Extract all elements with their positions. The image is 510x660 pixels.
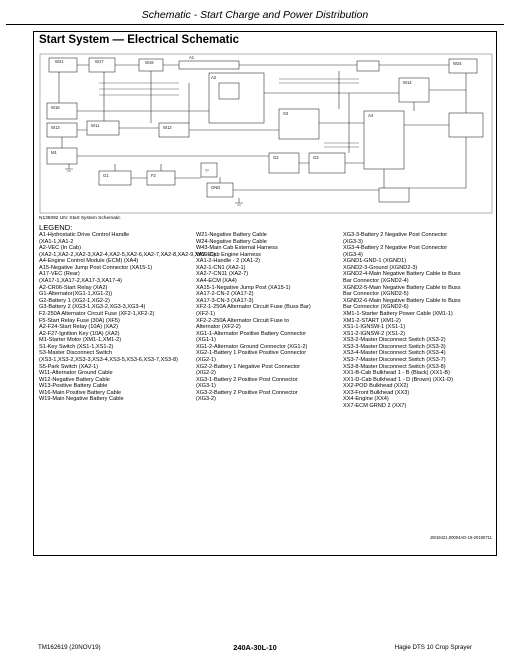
label-a4: A4: [368, 113, 374, 118]
legend-entry: W43-Main Cab External Harness: [196, 245, 278, 252]
legend-entry: XG2-2-Battery 1 Negative Post Connector: [196, 363, 301, 370]
legend-entry: (XG3-3): [343, 238, 363, 245]
legend-entry: (XG2-2): [196, 370, 216, 377]
legend-entry: XA4-ECM (XA4): [196, 278, 237, 285]
legend-entry: (XA2-1,XA2-2,XA2-3,XA2-4,XA2-5,XA2-6,XA2-7,XA2-8,XA2-9,XA2-10): [39, 251, 216, 258]
legend-entry: A2-F27-Ignition Key (10A) (XA2): [39, 330, 120, 337]
legend-entry: S5-Park Switch (XA2-1): [39, 363, 99, 370]
legend-entry: XA15-1-Negative Jump Post (XA15-1): [196, 284, 291, 291]
legend-entry: XGND2-6-Main Negative Battery Cable to Buss: [343, 297, 461, 304]
legend-entry: XG1-1-Alternator Positive Battery Connector: [196, 330, 307, 337]
label-w24: W24: [453, 61, 462, 66]
legend-entry: G1-Alternator(XG1-1,XG1-2)): [39, 291, 113, 298]
legend-entry: XA17-2-CN-2 (XA17-2): [196, 291, 254, 298]
legend-entry: A1-Hydrostatic Drive Control Handle: [39, 232, 130, 238]
legend-entry: S1-Key Switch (XS1-1,XS1-2): [39, 343, 114, 350]
label-w12: W12: [163, 125, 172, 130]
footer-page-number: 240A-30L-10: [233, 643, 277, 652]
footer-product: Hagie DTS 10 Crop Sprayer: [394, 644, 472, 651]
legend-entry: W12-Negative Battery Cable: [39, 376, 110, 383]
legend-entry: A2-CR06-Start Relay (XA2): [39, 284, 108, 291]
legend-entry: Bar Connector (XGND2-5): [343, 291, 409, 298]
legend-entry: XS3-2-Master Disconnect Switch (XS3-2): [343, 337, 446, 344]
legend-entry: XGND2-3-Ground (XGND2-3): [343, 264, 418, 271]
legend-entry: Bar Connector (XGND2-6): [343, 304, 409, 311]
label-s3: S3: [283, 111, 289, 116]
section-title: Start System — Electrical Schematic: [39, 34, 240, 46]
legend-entry: G3-Battery 2 (XG3-1,XG3-2,XG3-3,XG3-4): [39, 304, 146, 311]
legend-entry: XG2-1-Battery 1 Positive Positive Connector: [196, 350, 307, 357]
legend-entry: XX1-B-Cab Bulkhead 1 - B (Black) (XX1-B): [343, 370, 450, 377]
legend-entry: (XG2-1): [196, 356, 216, 363]
legend-entry: M1-Starter Motor (XM1-1,XM1-2): [39, 337, 122, 344]
legend-entry: F2-250A Alternator Circuit Fuse (XF2-1,XF2-2): [39, 310, 155, 317]
legend-entry: (XG1-1): [196, 337, 216, 344]
footer-doc-id: TM162619 (20NOV19): [38, 644, 101, 651]
label-w17: W17: [95, 59, 104, 64]
page-header: Schematic - Start Charge and Power Distribution: [141, 9, 369, 21]
legend-entry: XA1-2-Handle - 2 (XA1-2): [196, 258, 261, 265]
legend-entry: F5-Start Relay Fuse (30A) (XF5): [39, 317, 120, 324]
legend-entry: XX3-Front Bulkhead (XX3): [343, 389, 410, 396]
label-w16: W16: [51, 105, 60, 110]
figure-id: N135092 UN: Start System Schematic: [39, 216, 121, 221]
legend-entry: (XG3-1): [196, 383, 216, 390]
legend-entry: XS3-4-Master Disconnect Switch (XS3-4): [343, 350, 446, 357]
header-rule: [6, 24, 504, 25]
reference-code: JW19421,00004AD-19-20190711: [429, 535, 492, 540]
legend-entry: XA2-7-CN11 (XA2-7): [196, 271, 249, 278]
legend-entry: (XG3-2): [196, 396, 216, 403]
label-g3: G3: [313, 155, 319, 160]
label-g1: G1: [103, 173, 109, 178]
legend-title: LEGEND:: [39, 223, 73, 232]
legend-entry: XG3-3-Battery 2 Negative Post Connector: [343, 232, 448, 238]
legend-entry: Bar Connector (XGND2-4): [343, 278, 409, 285]
legend-entry: W11-Alternator Ground Cable: [39, 370, 113, 377]
legend-entry: A15-Negative Jump Post Connector (XA15-1): [39, 264, 153, 271]
legend-entry: XS3-7-Master Disconnect Switch (XS3-7): [343, 356, 446, 363]
label-w13: W13: [51, 125, 60, 130]
legend-entry: (XS3-1,XS3-2,XS3-3,XS3-4,XS3-5,XS3-6,XS3-7,XS3-8): [39, 356, 178, 363]
electrical-schematic-diagram: [39, 53, 493, 214]
legend-entry: XA17-3-CN-3 (XA17-3): [196, 297, 254, 304]
label-w14: W14: [403, 80, 412, 85]
legend-entry: XA2-1-CN1 (XA2-1): [196, 264, 246, 271]
legend-entry: XM1-1-Starter Battery Power Cable (XM1-1): [343, 310, 453, 317]
legend-entry: W13-Positive Battery Cable: [39, 383, 108, 390]
legend-entry: W19-Main Negative Battery Cable: [39, 396, 124, 403]
legend-entry: (XA17-1,XA17-2,XA17-3,XA17-4): [39, 278, 123, 285]
legend-entry: XF2-2-250A Alternator Circuit Fuse to: [196, 317, 289, 324]
legend-column-1: [39, 232, 216, 403]
legend-entry: XS1-1-IGNSW-1 (XS1-1): [343, 324, 406, 331]
legend-entry: XF2-1-250A Alternator Circuit Fuse (Buss Bar): [196, 304, 311, 311]
label-f2: F2: [151, 173, 156, 178]
legend-entry: XX7-ECM GRND 2 (XX7): [343, 403, 407, 410]
label-a1: A1: [189, 55, 195, 60]
legend-entry: XG1-2-Alternator Ground Connector (XG1-2): [196, 343, 308, 350]
legend-entry: (XF2-1): [196, 310, 215, 317]
legend-entry: A17-VEC (Rear): [39, 271, 80, 278]
legend-entry: W24-Negative Battery Cable: [196, 238, 267, 245]
legend-entry: A2-F24-Start Relay (10A) (XA2): [39, 324, 118, 331]
legend-column-2: [196, 232, 341, 403]
legend-entry: XGND2-4-Main Negative Battery Cable to Buss: [343, 271, 461, 278]
legend-entry: (XA1-1,XA1-2: [39, 238, 74, 245]
legend-entry: XS1-2-IGNSW-2 (XS1-2): [343, 330, 406, 337]
legend-entry: XGND1-GND-1 (XGND1): [343, 258, 407, 265]
legend-entry: G2-Battery 1 (XG2-1,XG2-2): [39, 297, 110, 304]
label-gnd: GND: [211, 185, 221, 190]
label-m1: M1: [51, 150, 57, 155]
label-a2: A2: [211, 75, 217, 80]
legend-entry: W50-Cab Engine Harness: [196, 251, 261, 258]
label-g2: G2: [273, 155, 279, 160]
legend-entry: A2-VEC (In Cab): [39, 245, 81, 252]
legend-entry: XG3-2-Battery 2 Positive Post Connector: [196, 389, 298, 396]
legend-entry: (XG3-4): [343, 251, 363, 258]
label-w19: W19: [145, 60, 154, 65]
legend-entry: XX1-D-Cab Bulkhead 1 - D (Brown) (XX1-D): [343, 376, 454, 383]
legend-entry: XGND2-5-Main Negative Battery Cable to Buss: [343, 284, 461, 291]
label-w21: W21: [55, 59, 64, 64]
legend-entry: S3-Master Disconnect Switch: [39, 350, 113, 357]
legend-entry: XS3-3-Master Disconnect Switch (XS3-3): [343, 343, 446, 350]
legend-entry: W16-Main Positive Battery Cable: [39, 389, 122, 396]
legend-entry: W21-Negative Battery Cable: [196, 232, 267, 238]
legend-entry: XG3-4-Battery 2 Negative Post Connector: [343, 245, 448, 252]
legend-entry: XX4-Engine (XX4): [343, 396, 389, 403]
legend-column-3: [343, 232, 493, 410]
legend-entry: Alternator (XF2-2): [196, 324, 241, 331]
legend-entry: XX2-POD Bulkhead (XX2): [343, 383, 409, 390]
legend-entry: XS3-8-Master Disconnect Switch (XS3-8): [343, 363, 446, 370]
legend-entry: A4-Engine Control Module (ECM) (XA4): [39, 258, 139, 265]
label-w11: W11: [91, 123, 100, 128]
legend-entry: XM1-2-START (XM1-2): [343, 317, 401, 324]
legend-entry: XG3-1-Battery 2 Positive Post Connector: [196, 376, 298, 383]
